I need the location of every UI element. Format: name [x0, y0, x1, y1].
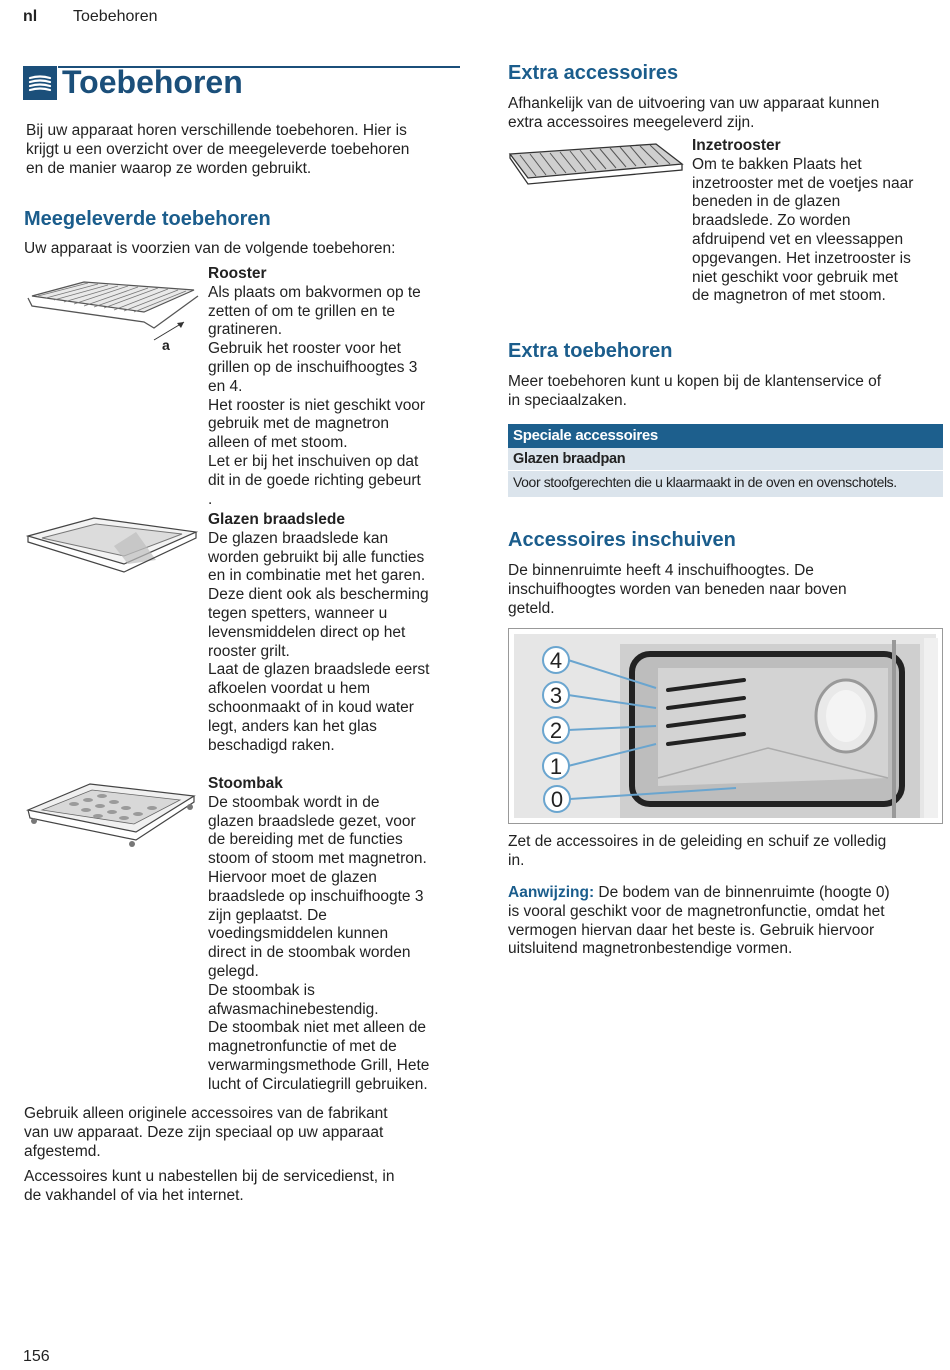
supplied-heading: Meegeleverde toebehoren	[24, 208, 271, 230]
extra-accessories-lead: Afhankelijk van de uitvoering van uw apparaat kunnen extra accessoires meegeleverd zijn.	[508, 95, 880, 131]
insert-rack-image	[506, 136, 686, 204]
level-label-0: 0	[550, 787, 564, 812]
language-code: nl	[23, 8, 38, 25]
supplied-lead: Uw apparaat is voorzien van de volgende toebehoren:	[24, 240, 396, 257]
level-label-1: 1	[549, 754, 563, 779]
table-row: Voor stoofgerechten die u klaarmaakt in de oven en ovenschotels.	[508, 470, 943, 497]
steam-tray-image	[24, 774, 202, 856]
extra-toebehoren-lead: Meer toebehoren kunt u kopen bij de klantenservice of in speciaalzaken.	[508, 373, 882, 409]
inschuiven-instruction: Zet de accessoires in de geleiding en schuif ze volledig in.	[508, 833, 887, 869]
level-label-2: 2	[549, 718, 563, 743]
steam-tray-description: Stoombak De stoombak wordt in de glazen braadslede gezet, voor de bereiding met de functies stoom of stoom met magnetron. Hiervoor moet de glazen braadslede op inschuifhoogte 3 zijn geplaatst. De voedingsmiddelen kunnen direct in de stoombak worden gelegd. De stoombak is afwasmachinebestendig. De stoombak niet met alleen de magnetronfunctie of met de verwarmingsmethode Grill, Hete lucht of Circulatiegrill gebruiken.	[208, 775, 430, 1093]
glass-tray-image	[24, 512, 202, 584]
rack-callout-label: a	[162, 337, 170, 353]
table-header: Speciale accessoires	[508, 424, 943, 448]
level-label-4: 4	[549, 648, 563, 673]
page-title: Toebehoren	[62, 64, 243, 100]
extra-toebehoren-heading: Extra toebehoren	[508, 340, 673, 362]
rooster-description: Rooster Als plaats om bakvormen op te zetten of om te grillen en te gratineren. Gebruik het rooster voor het grillen op de inschuifhoogtes 3 en 4. Het rooster is niet geschikt voor gebruik met de magnetron alleen of met stoom. Let er bij het inschuiven op dat dit in de goede richting gebeurt .	[208, 265, 426, 508]
accessories-icon	[23, 66, 57, 100]
special-accessories-table	[508, 424, 943, 497]
table-row-title: Glazen braadpan	[508, 448, 943, 470]
level-label-3: 3	[549, 683, 563, 708]
glass-tray-description: Glazen braadslede De glazen braadslede kan worden gebruikt bij alle functies en in combinatie met het garen. Deze dient ook als bescherming tegen spetters, wanneer u levensmiddelen direct op het rooster grilt. Laat de glazen braadslede eerst afkoelen voordat u hem schoonmaakt of in koud water legt, anders kan het glas beschadigd raken.	[208, 511, 430, 754]
rack-image	[24, 270, 202, 360]
extra-accessories-heading: Extra accessoires	[508, 62, 679, 84]
note-label: Aanwijzing:	[508, 884, 595, 901]
running-header: Toebehoren	[73, 8, 158, 25]
oven-shelf-levels-image	[508, 628, 943, 824]
page-number: 156	[23, 1348, 50, 1365]
inschuiven-lead: De binnenruimte heeft 4 inschuifhoogtes. De inschuifhoogtes worden van beneden naar boven geteld.	[508, 562, 847, 617]
reorder-note: Accessoires kunt u nabestellen bij de servicedienst, in de vakhandel of via het internet.	[24, 1168, 395, 1204]
note-block: Aanwijzing: De bodem van de binnenruimte (hoogte 0) is vooral geschikt voor de magnetronfunctie, omdat het vermogen hiervan daar het beste is. Gebruik hiervoor uitsluitend magnetronbestendige vormen.	[508, 884, 890, 958]
insert-rack-description: Inzetrooster Om te bakken Plaats het inzetrooster met de voetjes naar beneden in de glazen braadslede. Zo worden afdruipend vet en vleessappen opgevangen. Het inzetrooster is niet geschikt voor gebruik met de magnetron of met stoom.	[692, 137, 914, 305]
original-accessories-note: Gebruik alleen originele accessoires van de fabrikant van uw apparaat. Deze zijn speciaal op uw apparaat afgestemd.	[24, 1105, 388, 1160]
intro-text: Bij uw apparaat horen verschillende toebehoren. Hier is krijgt u een overzicht over de meegeleverde toebehoren en de manier waarop ze worden gebruikt.	[26, 122, 410, 177]
inschuiven-heading: Accessoires inschuiven	[508, 529, 736, 551]
